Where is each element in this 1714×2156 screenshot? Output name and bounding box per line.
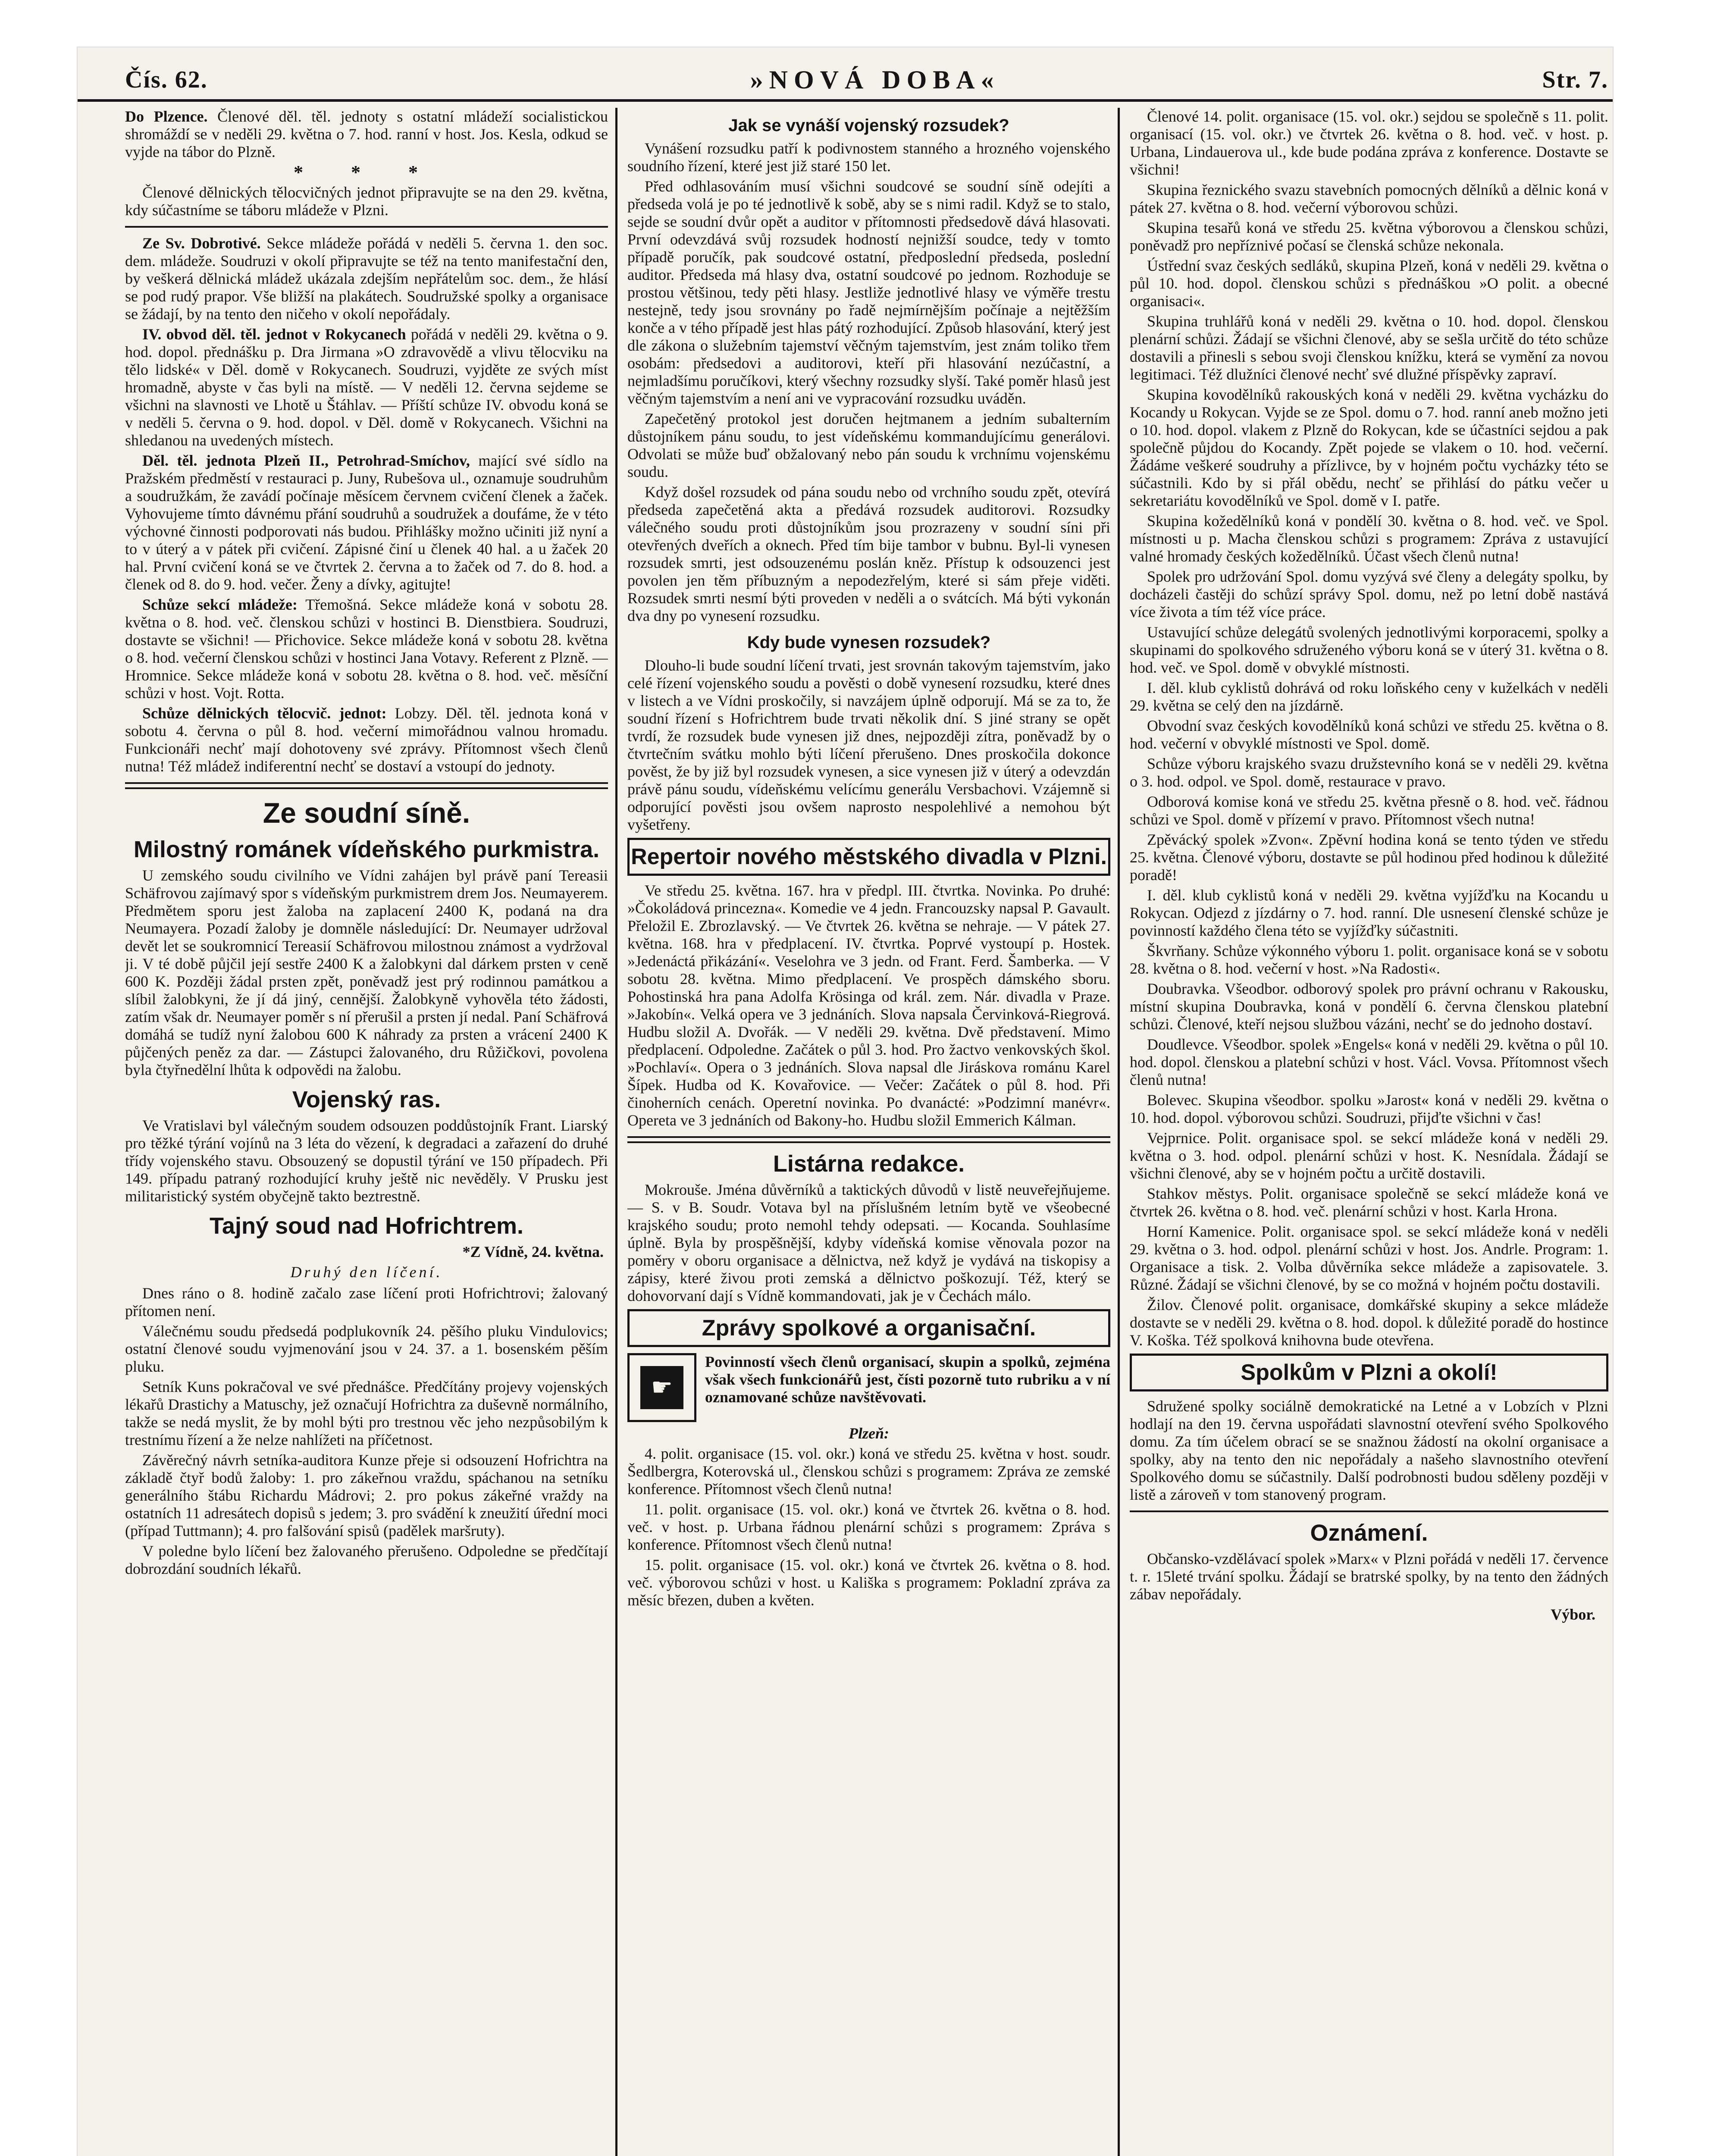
association-notice: Odborová komise koná ve středu 25. května přesně o 8. hod. več. řádnou schůzi ve Spol. domě v přízemí v pravo. Přítomnost všech nutna!: [1130, 793, 1608, 828]
association-notice: Obvodní svaz českých kovodělníků koná schůzi ve středu 25. května o 8. hod. večerní v obvyklé místnosti ve Spol. domě.: [1130, 717, 1608, 752]
article-heading-when: Kdy bude vynesen rozsudek?: [747, 633, 991, 652]
notice-signature: Výbor.: [1551, 1606, 1595, 1623]
notice-dobrotiva: [125, 235, 608, 323]
section-divider: [125, 782, 608, 789]
section-divider: [627, 1136, 1110, 1143]
association-notice: Škvrňany. Schůze výkonného výboru 1. polit. organisace koná se v sobotu 28. května o 8. hod. večerní v host. »Na Radosti«.: [1130, 942, 1608, 977]
notice-rokycany: [125, 326, 608, 449]
article-paragraph: Před odhlasováním musí všichni soudcové se soudní síně odejíti a předseda volá je po té jednotlivě k sobě, aby se s nimi radil. Když se to stalo, sejde se soudní dvůr opět a auditor v přítomnosti předsedově dává hlasovati. První odevzdává svůj rozsudek hodností nejnižší soudce, tedy v tomto případě poručík, pak soudcové ostatní, předposlední předseda, poslední auditor. Předseda má hlasy dva, ostatní soudcové po jednom. Rozhoduje se prostou většinou, tedy pěti hlasy. Jestliže jednotlivé hlasy ve výměře trestu nestejně, tedy jsou srovnány po řadě nejmírnějším počínaje a nejtěžším konče a v tého případě jest hlas pátý rozhodující. Způsob hlasování, který jest dle zákona o služebním tajemství věčným tajemstvím, jest znám toliko třem osobám: předsedovi a auditorovi, kteří při hlasování nezúčastní, a nejmladšímu poručíkovi, který všechny rozsudky slyší. Také poměr hlasů jest věčným tajemstvím a není ani ve vypracování rozsudku uváděn.: [627, 178, 1110, 407]
notice-marx: Občansko-vzdělávací spolek »Marx« v Plzni pořádá v neděli 17. července t. r. 15leté trvání spolku. Žádají se bratrské spolky, by na tento den žádných zábav nepořádaly.: [1130, 1550, 1608, 1603]
section-heading-notice: Oznámení.: [1310, 1520, 1428, 1546]
associations-intro: [627, 1353, 1110, 1422]
city-subheading: Plzeň:: [849, 1425, 889, 1442]
notice-gymnastics: Členové dělnických tělocvičných jednot připravujte se na den 29. května, kdy súčastníme se táboru mládeže v Plzni.: [125, 184, 608, 219]
notice-lead: Schůze sekcí mládeže:: [142, 596, 298, 613]
article-heading-romance: Milostný románek vídeňského purkmistra.: [133, 837, 600, 862]
section-heading-associations: Zprávy spolkové a organisační.: [627, 1309, 1110, 1347]
associations-intro-text: Povinností všech členů organisací, skupin a spolků, zejména však všech funkcionářů jest, čísti pozorně tuto rubriku a v ní oznamované schůze navštěvovati.: [705, 1353, 1110, 1406]
notice-gymnastic-unions: [125, 705, 608, 775]
notice-lead: Ze Sv. Dobrotivé.: [142, 235, 261, 252]
association-notice: Ústřední svaz českých sedláků, skupina Plzeň, koná v neděli 29. května o půl 10. hod. dopol. členskou schůzi s přednáškou »O polit. a obecné organisaci«.: [1130, 257, 1608, 310]
clubs-announcement: Sdružené spolky sociálně demokratické na Letné a v Lobzích v Plzni hodlají na den 19. června uspořádati slavnostní otevření svého Spolkového domu. Za tím účelem obrací se se snažnou žádostí na okolní organisace a spolky, aby na tento den nic nepořádaly a našeho slavnostního otevření Spolkového domu se súčastnily. Další podrobnosti budou sděleny později v listě a zároveň v tom stanovený program.: [1130, 1398, 1608, 1503]
association-notice: Schůze výboru krajského svazu družstevního koná se v neděli 29. května o 3. hod. odpol. ve Spol. domě, restaurace v pravo.: [1130, 755, 1608, 790]
column-rule: [1118, 108, 1120, 2156]
column-1: [125, 108, 608, 2156]
article-subheading: Druhý den líčení.: [290, 1263, 443, 1281]
notice-plzenec: [125, 108, 608, 161]
association-notice: Skupina tesařů koná ve středu 25. května výborovou a členskou schůzi, poněvadž pro nepříznivé počasí se členská schůze nekonala.: [1130, 219, 1608, 254]
article-paragraph: Setník Kuns pokračoval ve své přednášce. Předčítány projevy vojenských lékařů Drastichy a Matuschy, jež označují Hofrichtra za duševně normálního, takže se nedá myslit, že by mohl býti pro trestnou věc jeho nezpůsobilým k trestnímu řízení a že nelze nahlížeti na příčetnost.: [125, 1378, 608, 1448]
association-notice: Skupina řeznického svazu stavebních pomocných dělníků a dělnic koná v pátek 27. května o 8. hod. večerní výborovou schůzi.: [1130, 181, 1608, 216]
theatre-repertoire: Ve středu 25. května. 167. hra v předpl. III. čtvrtka. Novinka. Po druhé: »Čokoládová princezna«. Komedie ve 4 jedn. Francouzsky napsal P. Gavault. Přeložil E. Zbrozlavský. — Ve čtvrtek 26. května se nehraje. — V pátek 27. května. 168. hra v předplacení. IV. čtvrtka. Poprvé vystoupí p. Hostek. »Jedenáctá přikázání«. Veselohra ve 3 jedn. od Frant. Ferd. Šamberka. — V sobotu 28. května. Mimo předplacení. Ve prospěch dámského sboru. Pohostinská hra pana Adolfa Krösinga od král. zem. Nár. divadla v Praze. »Jakobín«. Velká opera ve 3 jednáních. Slova napsala Červinková-Riegrová. Hudbu složil A. Dvořák. — V neděli 29. května. Dvě představení. Mimo předplacení. Odpoledne. Začátek o půl 3. hod. Pro žactvo venkovských škol. »Pochlaví«. Opera o 3 jednáních. Slova napsal dle Jiráskova románu Karel Šípek. Hudba od K. Kovařovice. — Večer: Začátek o půl 8. hod. Při činoherních cenách. Operetní novinka. Po dvanácté: »Podzimní manévr«. Opereta ve 3 jednáních od Bakony-ho. Hudbu složil Emmerich Kálman.: [627, 882, 1110, 1129]
pointing-hand-icon: ☛: [627, 1353, 696, 1422]
article-paragraph: Dlouho-li bude soudní líčení trvati, jest srovnán takovým tajemstvím, jako celé řízení vojenského soudu a pověsti o době vynesení rozsudku, které dnes v listech a ve Vídni proskočily, si navzájem úplně odporují. Má se za to, že soudní řízení s Hofrichtrem bude trvati několik dní. S jiné strany se opět tvrdí, že rozsudek bude vynesen již dnes, nejpozději zítra, poněvadž by o čtvrtečním svátku mohlo býti líčení přerušeno. Dnes proskočila dokonce pověst, že by již byl rozsudek vynesen, a sice vynesen již v úterý a odevzdán právě pánu soudu, vídeňskému velícímu generálu Versbachovi. Vzájemně si odporující pověsti jsou ovšem naprosto nespolehlivé a nemohou být vyšetřeny.: [627, 657, 1110, 833]
notice-lead: Schůze dělnických tělocvič. jednot:: [142, 705, 387, 722]
newspaper-title: »NOVÁ DOBA«: [750, 65, 1000, 94]
association-notice: I. děl. klub cyklistů koná v neděli 29. května vyjížďku na Kocandu u Rokycan. Odjezd z jízdárny o 7. hod. ranní. Dle usnesení členské schůze je povinností každého člena této se vyjížďky súčastniti.: [1130, 887, 1608, 939]
newspaper-page: [78, 47, 1613, 2156]
article-heading-verdict: Jak se vynáší vojenský rozsudek?: [728, 116, 1009, 135]
association-notice: Horní Kamenice. Polit. organisace spol. se sekcí mládeže koná v neděli 29. května o 3. hod. odpol. plenární schůzi v host. Jos. Andrle. Program: 1. Organisace a tisk. 2. Volba důvěrníka sekce mládeže a zapisovatele. 3. Různé. Žádají se všichni členové, by se co možná v hojném počtu dostavili.: [1130, 1223, 1608, 1293]
notice-lead: Děl. těl. jednota Plzeň II., Petrohrad-Smíchov,: [142, 452, 470, 469]
notice-text: Lobzy. Děl. těl. jednota koná v sobotu 4. června o půl 8. hod. večerní mimořádnou valnou hromadu. Funkcionáři nechť mají dohotoveny své zprávy. Přítomnost všech členů nutna! Též mládež indiferentní nechť se dostaví a vstoupí do jednoty.: [125, 705, 608, 775]
association-notice: Spolek pro udržování Spol. domu vyzývá své členy a delegáty spolku, by docházeli častěji do schůzí správy Spol. domu, než po letní době nastává více života a tím též více práce.: [1130, 568, 1608, 620]
article-paragraph: Když došel rozsudek od pána soudu nebo od vrchního soudu zpět, otevírá předseda zapečetěná akta a předává rozsudek auditorovi. Rozsudky válečného soudu proti důstojníkům jsou prozrazeny v soudní síni při otevřených dveřích a oknech. Před tím bije tambor v bubnu. Byl-li vynesen rozsudek smrti, jest odsouzenému poslán kněz. Přístup k odsouzenci jest povolen jen těm příbuzným a nepodezřelým, které si sám přeje viděti. Rozsudek smrti nesmí býti proveden v neděli a o svátcích. Má býti vykonán dva dny po vynesení rozsudku.: [627, 483, 1110, 624]
separator-asterisks: * * *: [294, 162, 439, 183]
issue-number: Čís. 62.: [125, 66, 208, 93]
association-notice: 15. polit. organisace (15. vol. okr.) koná ve čtvrtek 26. května o 8. hod. več. výborovou schůzi v host. u Kališka s programem: Pokladní zpráva za měsíc březen, duben a květen.: [627, 1556, 1110, 1609]
association-notice: I. děl. klub cyklistů dohrává od roku loňského ceny v kuželkách v neděli 29. května se celý den na jízdárně.: [1130, 679, 1608, 714]
notice-text: Třemošná. Sekce mládeže koná v sobotu 28. května o 8. hod. več. členskou schůzi v hostinci B. Dienstbiera. Soudruzi, dostavte se všichni! — Přichovice. Sekce mládeže koná v sobotu 28. května o 8. hod. večerní členskou schůzi v hostinci Jana Votavy. Referent z Plzně. — Hromnice. Sekce mládeže koná v sobotu 28. května o 8. hod. več. měsíční schůzi v host. Vojt. Rotta.: [125, 596, 608, 702]
association-notice: Ustavující schůze delegátů svolených jednotlivými korporacemi, spolky a skupinami do spolkového sdruženého výboru koná se v úterý 31. května o 8. hod. več. ve Spol. domě v obvyklé místnosti.: [1130, 624, 1608, 676]
article-heading-secret-court: Tajný soud nad Hofrichtrem.: [209, 1213, 524, 1239]
article-paragraph: Zapečetěný protokol jest doručen hejtmanem a jedním subalterním důstojníkem pánu soudu, to jest vídeňskému kommandujícímu generálovi. Odvolati se může buď obžalovaný nebo pán soudu k vrchnímu vojenskému soudu.: [627, 410, 1110, 480]
article-heading-military: Vojenský ras.: [292, 1087, 441, 1112]
association-notice: Doudlevce. Všeodbor. spolek »Engels« koná v neděli 29. května o půl 10. hod. dopol. členskou a platební schůzi v host. Václ. Vovsa. Přítomnost všech členů nutna!: [1130, 1036, 1608, 1088]
notice-lead: Do Plzence.: [125, 108, 208, 125]
running-head: [78, 60, 1613, 102]
notice-youth-sections: [125, 596, 608, 702]
section-heading-letters: Listárna redakce.: [773, 1151, 965, 1177]
notice-lead: IV. obvod děl. těl. jednot v Rokycanech: [142, 326, 406, 343]
article-romance-body: U zemského soudu civilního ve Vídni zahájen byl právě paní Tereasii Schäfrovou zajímavý spor s vídeňským purkmistrem drem Jos. Neumayerem. Předmětem sporu jest žaloba na zaplacení 2400 K, podaná na dra Neumayera. Pozadí žaloby je domněle následující: Dr. Neumayer udržoval devět let se soukromnicí Tereasií Schäfrovou milostnou známost a vydržoval ji. V té době půjčil její sestře 2400 K a žalobkyni dal dárkem prsten v ceně 600 K. Později žádal prsten zpět, poněvadž jest prý rodinnou památkou a slíbil žalobkyni, že jí dá jiný, cennější. Žalobkyně vyhověla této žádosti, zatím však dr. Neumayer poměr s ní přerušil a prsten jí nedal. Paní Schäfrová domáhá se tudíž nyní žalobou 600 K náhrady za prsten a vrácení 2400 K půjčených peněz za dar. — Zástupci žalovaného, dru Růžičkovi, povolena byla čtyřnedělní lhůta k odpovědi na žalobu.: [125, 867, 608, 1078]
notice-plzen-ii: [125, 452, 608, 593]
page-number: Str. 7.: [1542, 66, 1608, 93]
section-heading-court: Ze soudní síně.: [263, 797, 470, 829]
letters-body: Mokrouše. Jména důvěrníků a taktických důvodů v listě neuveřejňujeme. — S. v B. Soudr. Votava byl na příslušném letním bytě ve všeobecné krajského soudu; proto nemohl tehdy odepsati. — Kocanda. Souhlasíme úplně. Byla by prospěšnější, kdyby vídeňská komise věnovala pozor na poměry v oboru organisace a dělnictva, než když je vydává na tiskopisy a zápisy, které živou proti zemská a dělnictvo poškozují. Též, který se dohovorvaní dají s Vídně kommandovati, jak je v Čechách málo.: [627, 1181, 1110, 1304]
association-notice: Skupina kožedělníků koná v pondělí 30. května o 8. hod. več. ve Spol. místnosti u p. Macha členskou schůzi s programem: Zpráva z ustavující valné hromady českých kožedělníků. Účast všech členů nutna!: [1130, 512, 1608, 565]
association-notice: Stahkov městys. Polit. organisace společně se sekcí mládeže koná ve čtvrtek 26. května o 8. hod. več. plenární schůzi v host. Karla Hrona.: [1130, 1185, 1608, 1220]
column-3: [1130, 108, 1608, 2156]
article-paragraph: Vynášení rozsudku patří k podivnostem stanného a hrozného vojenského soudního řízení, které jest již staré 150 let.: [627, 140, 1110, 175]
article-paragraph: Závěrečný návrh setníka-auditora Kunze přeje si odsouzení Hofrichtra na základě čtyř bodů žaloby: 1. pro zákeřnou vraždu, spáchanou na setníku generálního štábu Richardu Mádrovi; 2. pro pokus zákeřné vraždy na ostatních 11 adresátech dopisů s jedem; 3. pro svádění k zneužití úřední moci (případ Tuttmann); 4. pro falšování spisů (padělek maršruty).: [125, 1451, 608, 1539]
association-notice: Bolevec. Skupina všeodbor. spolku »Jarost« koná v neděli 29. května o 10. hod. dopol. výborovou schůzi. Soudruzi, přijďte všichni v čas!: [1130, 1091, 1608, 1126]
notice-text: pořádá v neděli 29. května o 9. hod. dopol. přednášku p. Dra Jirmana »O zdravovědě a vlivu tělocviku na tělo lidské« v Děl. domě v Rokycanech. Soudruzi, vyjděte ze svých míst hromadně, abyste v čas byli na místě. — V neděli 12. června sejdeme se všichni na slavnosti ve Lhotě u Štáhlav. — Příští schůze IV. obvodu koná se v neděli 5. června o 9. hod. dopol. v Děl. domě v Rokycanech. Všichni na shledanou na uvedených místech.: [125, 326, 608, 449]
article-military-body: Ve Vratislavi byl válečným soudem odsouzen poddůstojník Frant. Liarský pro těžké týrání vojínů na 3 léta do vězení, k degradaci a zařazení do druhé třídy vojenského stavu. Obsouzený se dopustil týrání ve 150 případech. Při 149. případu patraný rozhodující kruhy ještě nic nevěděly. V Prusku jest militaristický systém obyčejně takto beztrestně.: [125, 1117, 608, 1205]
article-paragraph: Dnes ráno o 8. hodině začalo zase líčení proti Hofrichtrovi; žalovaný přítomen není.: [125, 1285, 608, 1319]
association-notice: 11. polit. organisace (15. vol. okr.) koná ve čtvrtek 26. května o 8. hod. več. v host. p. Urbana řádnou plenární schůzi s programem: Zpráva s konference. Přítomnost všech členů nutna!: [627, 1501, 1110, 1553]
association-notice: Skupina truhlářů koná v neděli 29. května o 10. hod. dopol. členskou plenární schůzi. Žádají se všichni členové, aby se sešla určitě do této schůze dostavili a přinesli s sebou svoji členskou knížku, která se vymění za novou legitimaci. Též dlužníci členové nechť své dlužné příspěvky zapraví.: [1130, 313, 1608, 383]
association-notice: Členové 14. polit. organisace (15. vol. okr.) sejdou se společně s 11. polit. organisací (15. vol. okr.) ve čtvrtek 26. května o 8. hod. več. v host. p. Urbana, Lindauerova ul., kde bude podána zpráva z konference. Dostavte se všichni!: [1130, 108, 1608, 178]
association-notice: 4. polit. organisace (15. vol. okr.) koná ve středu 25. května v host. soudr. Šedlbergra, Koterovská ul., členskou schůzi s programem: Zpráva ze zemské konference. Přítomnost všech členů nutna!: [627, 1445, 1110, 1498]
section-heading-clubs: Spolkům v Plzni a okolí!: [1130, 1354, 1608, 1391]
association-notice: Vejprnice. Polit. organisace spol. se sekcí mládeže koná v neděli 29. května o 3. hod. odpol. plenární schůzi v host. K. Nesnídala. Žádají se všichni členové, aby se v hojném počtu a určitě dostavili.: [1130, 1129, 1608, 1182]
article-paragraph: V poledne bylo líčení bez žalovaného přerušeno. Odpoledne se předčítají dobrozdání soudních lékařů.: [125, 1542, 608, 1577]
section-divider: [1130, 1510, 1608, 1512]
column-rule: [615, 108, 617, 2156]
section-divider: [125, 226, 608, 228]
column-2: [627, 108, 1110, 2156]
notice-text: mající své sídlo na Pražském předměstí v restauraci p. Juny, Rubešova ul., oznamuje soudruhům a soudružkám, že zavádí počínaje měsícem červnem cvičení členek a žaček. Vyhovujeme tímto dávnému přání soudruhů a soudružek a doufáme, že v této výchovné činnosti podporovati nás budou. Přihlášky možno učiniti již nyní a to v úterý a v pátek při cvičení. Zápisné činí u členek 40 hal. a u žaček 20 hal. První cvičení koná se ve čtvrtek 2. června a to žaček od 7. do 8. hod. a členek od 8. do 9. hod. večer. Ženy a dívky, agitujte!: [125, 452, 608, 593]
section-heading-theatre: Repertoir nového městského divadla v Plzni.: [627, 838, 1110, 876]
association-notice: Skupina kovodělníků rakouských koná v neděli 29. května vycházku do Kocandy u Rokycan. Vyjde se ze Spol. domu o 7. hod. ranní aneb možno jeti o 10. hod. dopol. vlakem z Plzně do Rokycan, kde se účastníci sejdou a pak společně půjdou do Kocandy. Zpět pojede se vlakem o 10. hod. večerní. Žádáme veškeré soudruhy a přízlivce, by v hojném počtu vycházky této se súčastnili. Kdo by si přál obědu, nechť se přihlásí do pátku večer u sekretariátu kovodělníků ve Spol. domě v I. patře.: [1130, 386, 1608, 509]
notice-text: Členové děl. těl. jednoty s ostatní mládeží socialistickou shromáždí se v neděli 29. května o 7. hod. ranní v host. Jos. Kesla, odkud se vyjde na tábor do Plzně.: [125, 108, 608, 160]
notice-text: Sekce mládeže pořádá v neděli 5. června 1. den soc. dem. mládeže. Soudruzi v okolí připravujte se též na tento manifestační den, by veškerá dělnická mládež ukázala zdejším nepřátelům soc. dem., že hlásí se pod rudý prapor. Vše bližší na plakátech. Soudružské spolky a organisace se žádají, by na tento den ničeho v okolí nepořádaly.: [125, 235, 608, 323]
association-notice: Doubravka. Všeodbor. odborový spolek pro právní ochranu v Rakousku, místní skupina Doubravka, koná v pondělí 6. června členskou platební schůzi. Členové, kteří nejsou službou vázáni, nechť se do jednoho dostaví.: [1130, 980, 1608, 1033]
article-dateline: *Z Vídně, 24. května.: [462, 1243, 604, 1260]
association-notice: Zpěvácký spolek »Zvon«. Zpěvní hodina koná se tento týden ve středu 25. května. Členové výboru, dostavte se půl hodinou před hodinou k důležité poradě!: [1130, 831, 1608, 884]
association-notice: Žilov. Členové polit. organisace, domkářské skupiny a sekce mládeže dostavte se v neděli 29. května o 8. hod. dopol. k důležité poradě do hostince V. Koška. Též spolková knihovna bude otevřena.: [1130, 1296, 1608, 1349]
article-paragraph: Válečnému soudu předsedá podplukovník 24. pěšího pluku Vindulovics; ostatní členové soudu vyjmenování jsou v 24. 37. a 1. bosenském pěším pluku.: [125, 1322, 608, 1375]
